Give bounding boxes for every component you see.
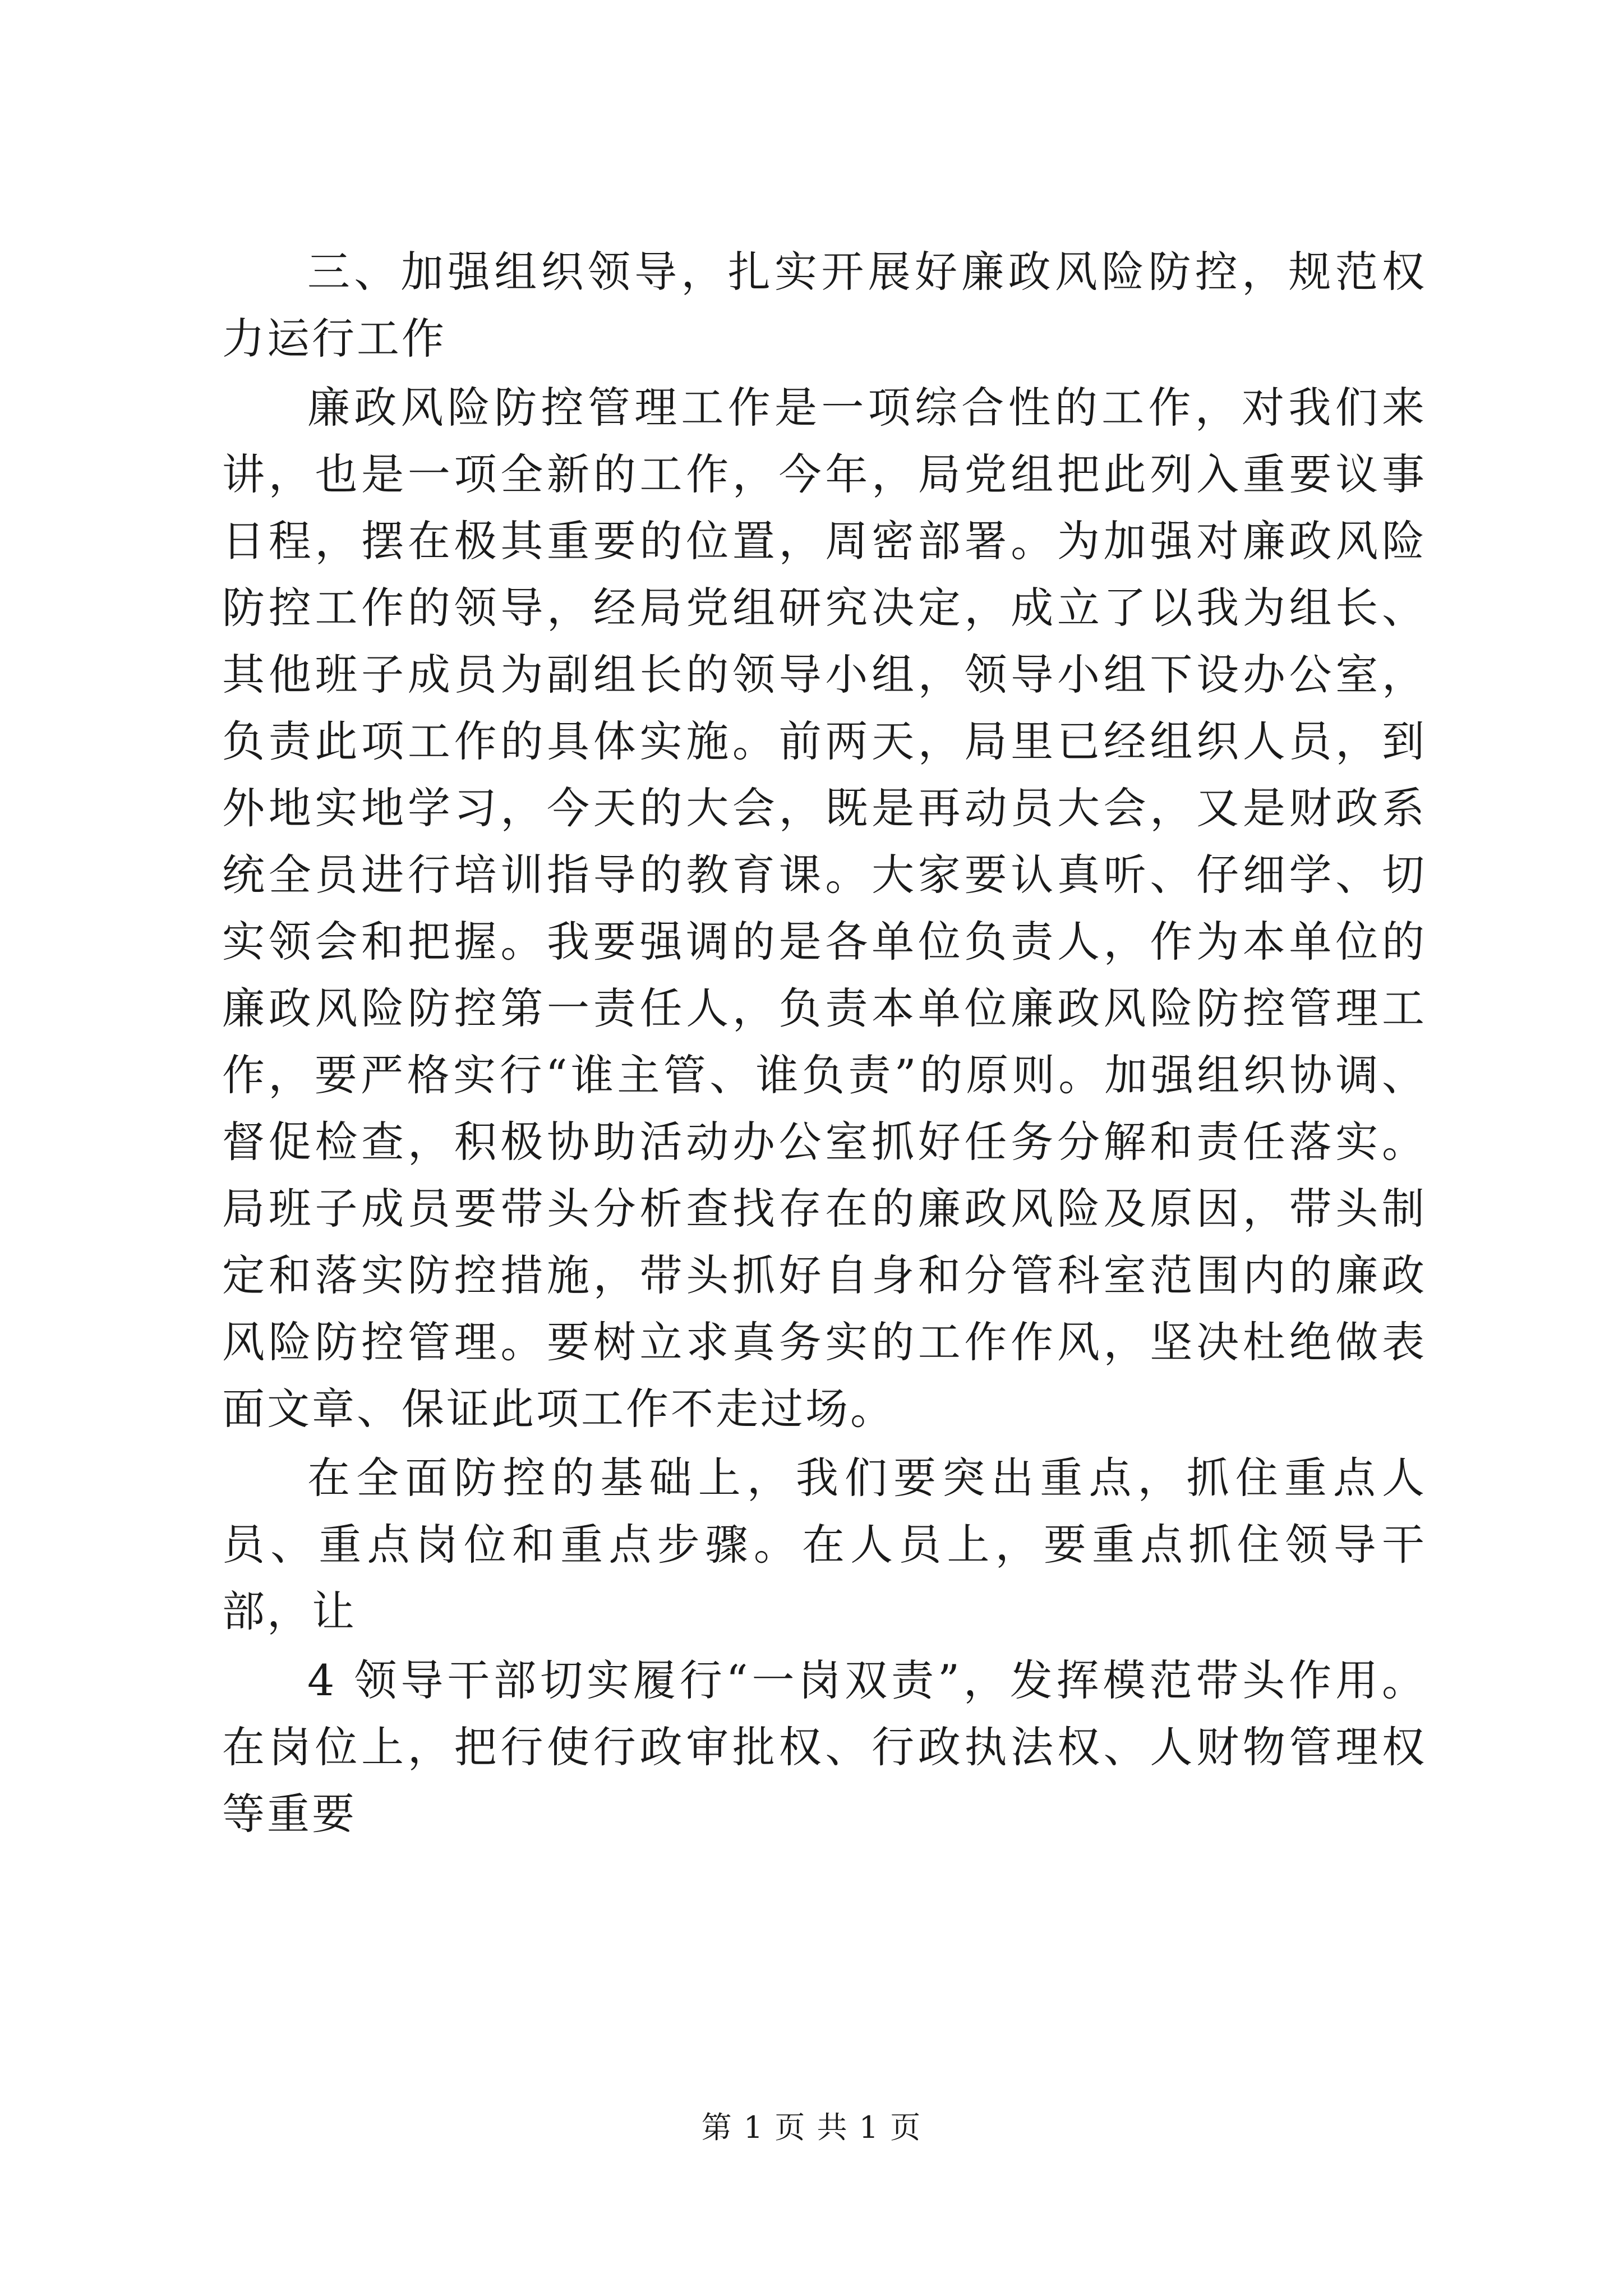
page-footer: 第 1 页 共 1 页: [701, 2110, 922, 2145]
document-body: [222, 238, 1427, 1847]
section-heading-paragraph: 三、加强组织领导，扎实开展好廉政风险防控，规范权力运行工作: [222, 247, 1427, 364]
body-paragraph: 4 领导干部切实履行“一岗双责”，发挥模范带头作用。在岗位上，把行使行政审批权、行政执法权、人财物管理权等重要: [222, 1655, 1427, 1839]
body-paragraph: 廉政风险防控管理工作是一项综合性的工作，对我们来讲，也是一项全新的工作，今年，局党组把此列入重要议事日程，摆在极其重要的位置，周密部署。为加强对廉政风险防控工作的领导，经局党组研究决定，成立了以我为组长、其他班子成员为副组长的领导小组，领导小组下设办公室，负责此项工作的具体实施。前两天，局里已经组织人员，到外地实地学习，今天的大会，既是再动员大会，又是财政系统全员进行培训指导的教育课。大家要认真听、仔细学、切实领会和把握。我要强调的是各单位负责人，作为本单位的廉政风险防控第一责任人，负责本单位廉政风险防控管理工作，要严格实行“谁主管、谁负责”的原则。加强组织协调、督促检查，积极协助活动办公室抓好任务分解和责任落实。局班子成员要带头分析查找存在的廉政风险及原因，带头制定和落实防控措施，带头抓好自身和分管科室范围内的廉政风险防控管理。要树立求真务实的工作作风，坚决杜绝做表面文章、保证此项工作不走过场。: [222, 383, 1427, 1434]
body-paragraph: 在全面防控的基础上，我们要突出重点，抓住重点人员、重点岗位和重点步骤。在人员上，要重点抓住领导干部，让: [222, 1453, 1427, 1636]
